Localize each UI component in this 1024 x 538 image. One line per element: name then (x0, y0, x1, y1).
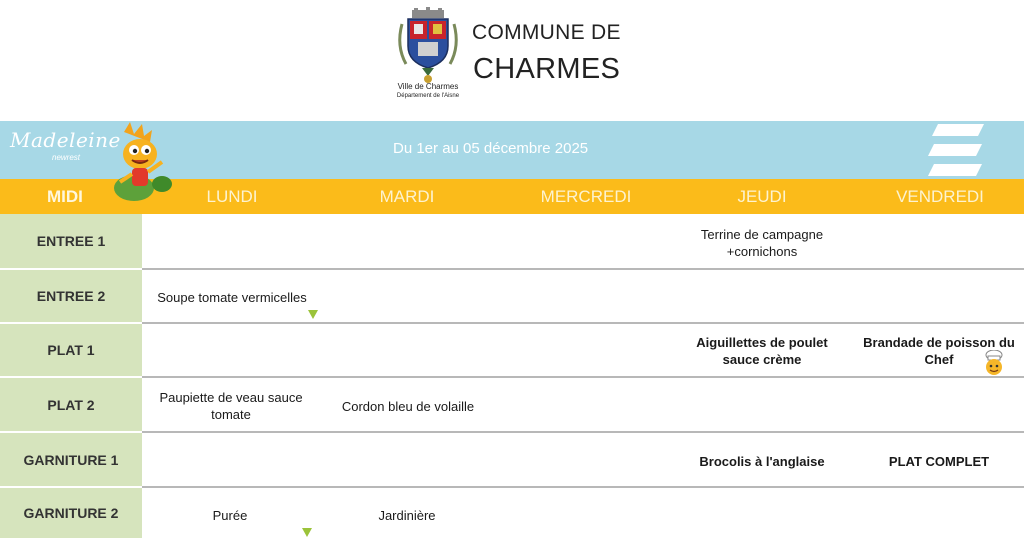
day-jeudi: JEUDI (737, 187, 787, 206)
cell-plat2-mardi: Cordon bleu de volaille (341, 399, 475, 414)
cell-plat1-vendredi: Brandade de poisson du Chef (863, 335, 1015, 367)
row-label-plat-1: PLAT 1 (0, 324, 142, 376)
row-divider (142, 376, 1024, 378)
chef-icon (982, 350, 1006, 376)
crest-caption-line2: Département de l'Aisne (396, 93, 460, 99)
day-vendredi: VENDREDI (896, 187, 984, 206)
brand-logo-text: Madeleine (10, 128, 121, 152)
page-header (0, 0, 1024, 120)
row-label-entree-1: ENTREE 1 (0, 214, 142, 268)
commune-title-line2: CHARMES (473, 53, 621, 85)
cell-garniture1-jeudi: Brocolis à l'anglaise (699, 454, 825, 469)
newrest-stripes-icon (928, 122, 988, 180)
mascot-illustration-icon (104, 122, 178, 206)
commune-title-line1: COMMUNE DE (472, 21, 621, 44)
cell-garniture1-vendredi: PLAT COMPLET (888, 454, 990, 469)
veggie-icon (308, 310, 318, 319)
row-label-garniture-2: GARNITURE 2 (0, 488, 142, 538)
row-divider (142, 322, 1024, 324)
row-label-garniture-1: GARNITURE 1 (0, 433, 142, 486)
date-range: Du 1er au 05 décembre 2025 (393, 140, 589, 157)
cell-plat1-jeudi: Aiguillettes de poulet sauce crème (696, 335, 828, 367)
veggie-icon (302, 528, 312, 537)
brand-sub-text: newrest (52, 153, 81, 162)
row-divider (142, 486, 1024, 488)
cell-entree1-jeudi: Terrine de campagne +cornichons (700, 227, 824, 259)
row-divider (142, 431, 1024, 433)
cell-garniture2-mardi: Jardinière (378, 508, 436, 523)
day-lundi: LUNDI (206, 187, 258, 206)
crest-caption-line1: Ville de Charmes (397, 82, 459, 91)
cell-garniture2-lundi: Purée (212, 508, 248, 523)
cell-entree2-lundi: Soupe tomate vermicelles (157, 290, 307, 305)
day-mardi: MARDI (379, 187, 435, 206)
midi-label: MIDI (47, 187, 83, 206)
day-mercredi: MERCREDI (540, 187, 632, 206)
cell-plat2-lundi: Paupiette de veau sauce tomate (159, 390, 303, 422)
row-label-plat-2: PLAT 2 (0, 378, 142, 431)
crest-caption (384, 82, 472, 100)
row-label-entree-2: ENTREE 2 (0, 270, 142, 322)
row-divider (142, 268, 1024, 270)
